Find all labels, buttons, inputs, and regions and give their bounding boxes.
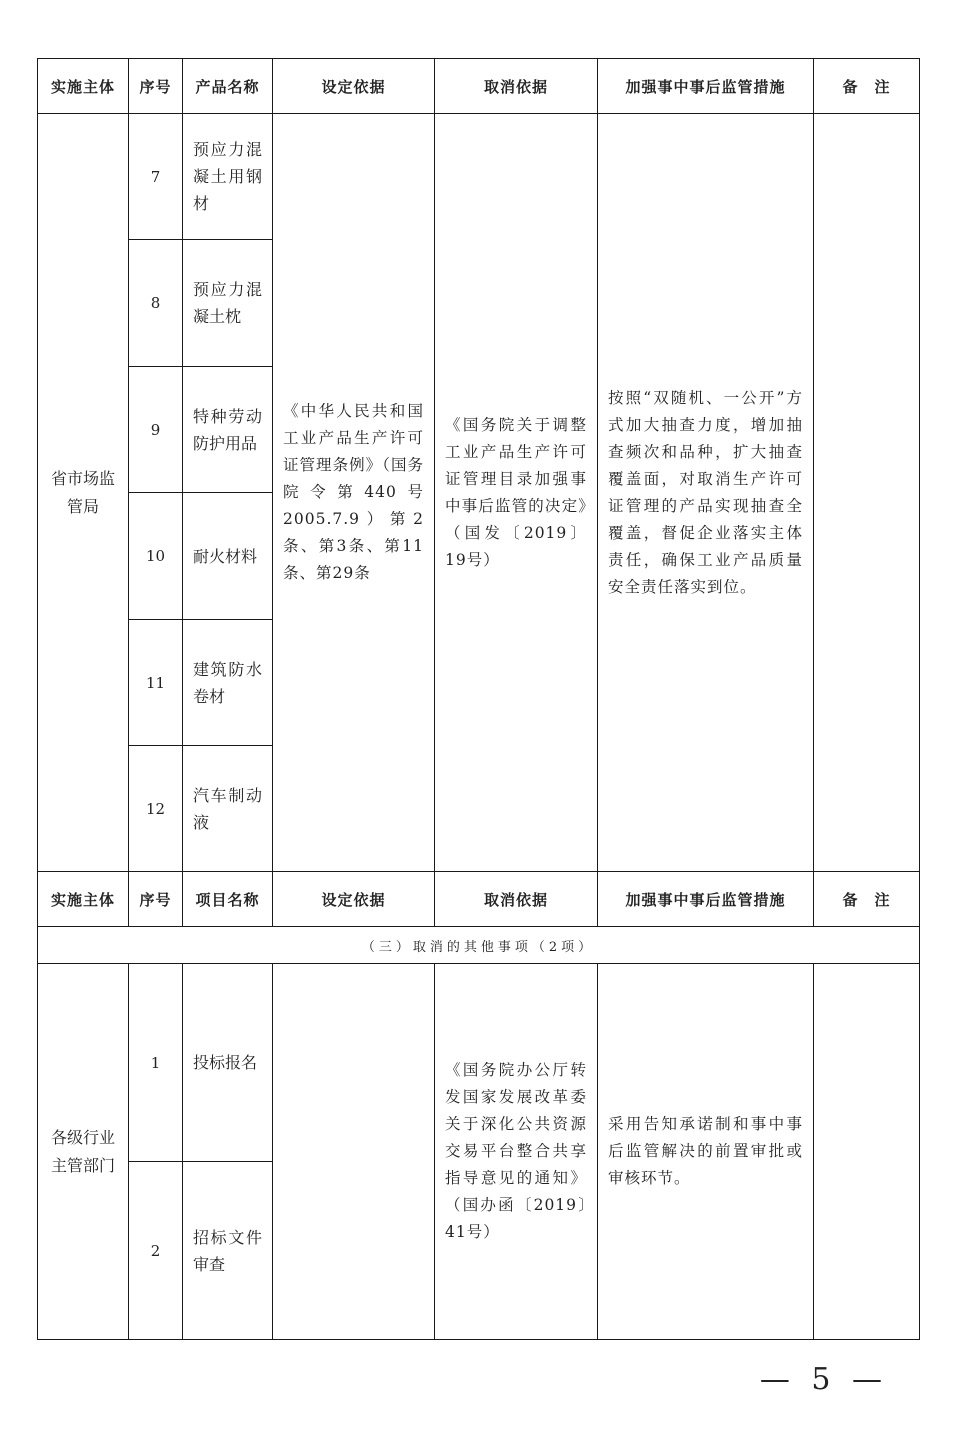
section-row bbox=[38, 927, 920, 964]
product-name: 汽车制动液 bbox=[183, 746, 273, 872]
entity-cell: 各级行业主管部门 bbox=[38, 964, 129, 1340]
table-row bbox=[38, 964, 920, 1162]
row-number: 10 bbox=[129, 493, 183, 620]
header-remarks: 备 注 bbox=[814, 872, 920, 927]
measures-cell: 采用告知承诺制和事中事后监管解决的前置审批或审核环节。 bbox=[598, 964, 814, 1340]
product-name: 预应力混凝土用钢材 bbox=[183, 114, 273, 240]
header-item-name: 项目名称 bbox=[183, 872, 273, 927]
header-measures: 加强事中事后监管措施 bbox=[598, 872, 814, 927]
product-name: 预应力混凝土枕 bbox=[183, 240, 273, 367]
row-number: 12 bbox=[129, 746, 183, 872]
row-number: 7 bbox=[129, 114, 183, 240]
page-number: — 5 — bbox=[759, 1362, 888, 1397]
product-name: 耐火材料 bbox=[183, 493, 273, 620]
section-title: （三）取消的其他事项（2项） bbox=[38, 927, 920, 964]
row-number: 11 bbox=[129, 620, 183, 746]
items-table bbox=[37, 58, 920, 1340]
header-measures: 加强事中事后监管措施 bbox=[598, 59, 814, 114]
header-entity: 实施主体 bbox=[38, 872, 129, 927]
row-number: 9 bbox=[129, 367, 183, 493]
header-number: 序号 bbox=[129, 872, 183, 927]
header-row-1 bbox=[38, 59, 920, 114]
basis-set-cell: 《中华人民共和国工业产品生产许可证管理条例》（国务院令第440号2005.7.9）第2条、第3条、第11条、第29条 bbox=[273, 114, 435, 872]
header-product-name: 产品名称 bbox=[183, 59, 273, 114]
header-number: 序号 bbox=[129, 59, 183, 114]
product-name: 建筑防水卷材 bbox=[183, 620, 273, 746]
header-basis-set: 设定依据 bbox=[273, 59, 435, 114]
header-basis-cancel: 取消依据 bbox=[435, 59, 598, 114]
row-number: 8 bbox=[129, 240, 183, 367]
item-name: 投标报名 bbox=[183, 964, 273, 1162]
item-name: 招标文件审查 bbox=[183, 1162, 273, 1340]
header-basis-set: 设定依据 bbox=[273, 872, 435, 927]
header-remarks: 备 注 bbox=[814, 59, 920, 114]
entity-cell: 省市场监管局 bbox=[38, 114, 129, 872]
row-number: 1 bbox=[129, 964, 183, 1162]
basis-cancel-cell: 《国务院关于调整工业产品生产许可证管理目录加强事中事后监管的决定》（国发〔2019〕19号） bbox=[435, 114, 598, 872]
table-row bbox=[38, 114, 920, 240]
header-row-2 bbox=[38, 872, 920, 927]
header-entity: 实施主体 bbox=[38, 59, 129, 114]
remarks-cell bbox=[814, 964, 920, 1340]
header-basis-cancel: 取消依据 bbox=[435, 872, 598, 927]
product-name: 特种劳动防护用品 bbox=[183, 367, 273, 493]
row-number: 2 bbox=[129, 1162, 183, 1340]
measures-cell: 按照“双随机、一公开”方式加大抽查力度，增加抽查频次和品种，扩大抽查覆盖面，对取消生产许可证管理的产品实现抽查全覆盖，督促企业落实主体责任，确保工业产品质量安全责任落实到位。 bbox=[598, 114, 814, 872]
basis-cancel-cell: 《国务院办公厅转发国家发展改革委关于深化公共资源交易平台整合共享指导意见的通知》（国办函〔2019〕41号） bbox=[435, 964, 598, 1340]
remarks-cell bbox=[814, 114, 920, 872]
basis-set-cell bbox=[273, 964, 435, 1340]
